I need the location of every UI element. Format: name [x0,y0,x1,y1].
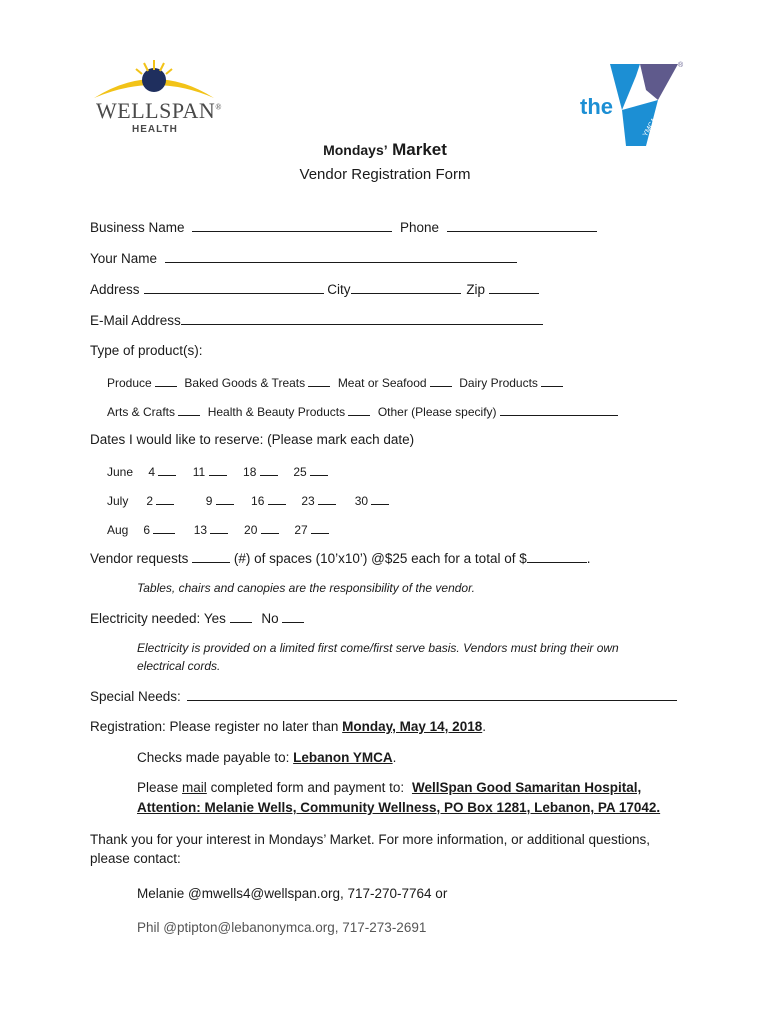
product-label: Meat or Seafood [337,376,427,390]
checks-line [137,750,396,765]
date-option[interactable] [146,492,202,508]
date-label: 6 [143,523,151,537]
zip-label: Zip [466,282,486,297]
email-label: E-Mail Address [90,313,181,328]
date-label: 23 [301,494,315,508]
vendor-requests-text: (#) of spaces (10’x10’) @$25 each for a total of $ [233,551,527,566]
vendor-requests-end: . [586,551,591,566]
product-produce[interactable] [107,376,177,390]
dates-aug-row [107,521,341,537]
your-name-field[interactable] [90,250,517,266]
contact-melanie[interactable]: Melanie @mwells4@wellspan.org, 717-270-7764 or [137,886,448,901]
registration-end: . [482,719,486,734]
registration-line [90,719,486,734]
mail-text-c: completed form and payment to: [210,780,405,795]
mail-address-line-2: Attention: Melanie Wells, Community Wellness, PO Box 1281, Lebanon, PA 17042. [137,800,661,815]
product-label: Produce [107,376,152,390]
date-label: 18 [243,465,257,479]
total-input[interactable] [527,550,587,563]
date-option[interactable] [194,521,241,537]
product-other[interactable] [378,405,618,419]
product-arts-crafts[interactable] [107,405,200,419]
address-field[interactable] [90,282,324,297]
contact-phil[interactable]: Phil @ptipton@lebanonymca.org, 717-273-2691 [137,920,427,935]
special-needs-field[interactable] [90,688,677,704]
business-name-label: Business Name [90,220,185,235]
product-label: Arts & Crafts [107,405,176,419]
phone-field[interactable] [400,219,597,235]
registration-text: Registration: Please register no later than [90,719,339,734]
date-option[interactable] [206,492,248,508]
special-needs-label: Special Needs: [90,689,181,704]
spaces-input[interactable] [192,550,230,563]
product-label: Dairy Products [459,376,538,390]
wellspan-logo [90,58,220,138]
your-name-label: Your Name [90,251,158,266]
ymca-word: the [580,94,613,119]
date-option[interactable] [193,463,240,479]
date-label: 16 [251,494,265,508]
dates-june-row [107,463,340,479]
wellspan-name: WELLSPAN [96,98,216,123]
product-health-beauty[interactable] [208,405,371,419]
page-subtitle: Vendor Registration Form [299,166,471,183]
date-option[interactable] [251,492,298,508]
wellspan-sub: HEALTH [132,124,178,135]
date-option[interactable] [148,463,189,479]
business-name-field[interactable] [90,219,392,235]
products-row-1 [107,374,563,390]
date-option[interactable] [294,521,341,537]
product-label: Baked Goods & Treats [184,376,306,390]
electricity-no-blank[interactable] [282,610,304,623]
date-label: 30 [354,494,369,508]
product-meat-seafood[interactable] [338,376,452,390]
title-part2: Market [392,140,447,159]
vendor-requests-row [90,550,591,566]
product-label: Other (Please specify) [377,405,497,419]
mail-address-line-1: WellSpan Good Samaritan Hospital, [411,780,642,795]
city-label: City [327,282,351,297]
electricity-label: Electricity needed: Yes [90,611,226,626]
wellspan-registered-mark: ® [215,102,222,112]
page-title [0,140,770,160]
thanks-line-2: please contact: [90,851,181,866]
date-label: 2 [146,494,154,508]
month-label: June [107,465,134,479]
address-label: Address [90,282,140,297]
ymca-logo [578,62,688,148]
month-label: Aug [107,523,129,537]
products-row-2 [107,403,618,419]
electricity-row [90,610,304,626]
checks-end: . [392,750,397,765]
date-label: 25 [293,465,307,479]
registration-deadline: Monday, May 14, 2018 [342,719,483,734]
month-label: July [107,494,129,508]
date-label: 20 [244,523,258,537]
mail-text-a: Please [137,780,179,795]
products-heading: Type of product(s): [90,343,203,358]
dates-heading: Dates I would like to reserve: (Please mark each date) [90,432,415,447]
mail-word: mail [182,780,207,795]
electricity-no-label: No [261,611,279,626]
date-label: 9 [205,494,213,508]
product-label: Health & Beauty Products [207,405,346,419]
date-option[interactable] [243,463,290,479]
address-row [90,281,539,297]
mail-line-1 [137,780,641,795]
city-field[interactable] [327,282,460,297]
product-dairy[interactable] [459,376,563,390]
ymca-registered-mark: ® [678,62,684,69]
electricity-note-line-2: electrical cords. [137,659,221,673]
date-option[interactable] [355,492,405,508]
title-part1: Mondays’ [323,142,388,158]
date-option[interactable] [293,463,340,479]
date-option[interactable] [301,492,351,508]
email-field[interactable] [90,312,543,328]
thanks-line-1: Thank you for your interest in Mondays’ Market. For more information, or additional questions, [90,832,651,847]
date-option[interactable] [244,521,291,537]
checks-payee: Lebanon YMCA [293,750,393,765]
product-baked-goods[interactable] [184,376,330,390]
vendor-requests-label: Vendor requests [90,551,189,566]
date-option[interactable] [143,521,190,537]
checks-text: Checks made payable to: [137,750,290,765]
phone-label: Phone [400,220,440,235]
date-label: 4 [148,465,156,479]
electricity-yes-blank[interactable] [230,610,252,623]
vendor-note: Tables, chairs and canopies are the responsibility of the vendor. [137,581,475,595]
date-label: 13 [193,523,208,537]
date-label: 27 [294,523,308,537]
date-label: 11 [192,465,206,479]
electricity-note-line-1: Electricity is provided on a limited first come/first serve basis. Vendors must bring their own [137,641,619,655]
dates-july-row [107,492,405,508]
zip-field[interactable] [466,282,539,297]
ymca-side-text: YMCA [642,116,659,139]
